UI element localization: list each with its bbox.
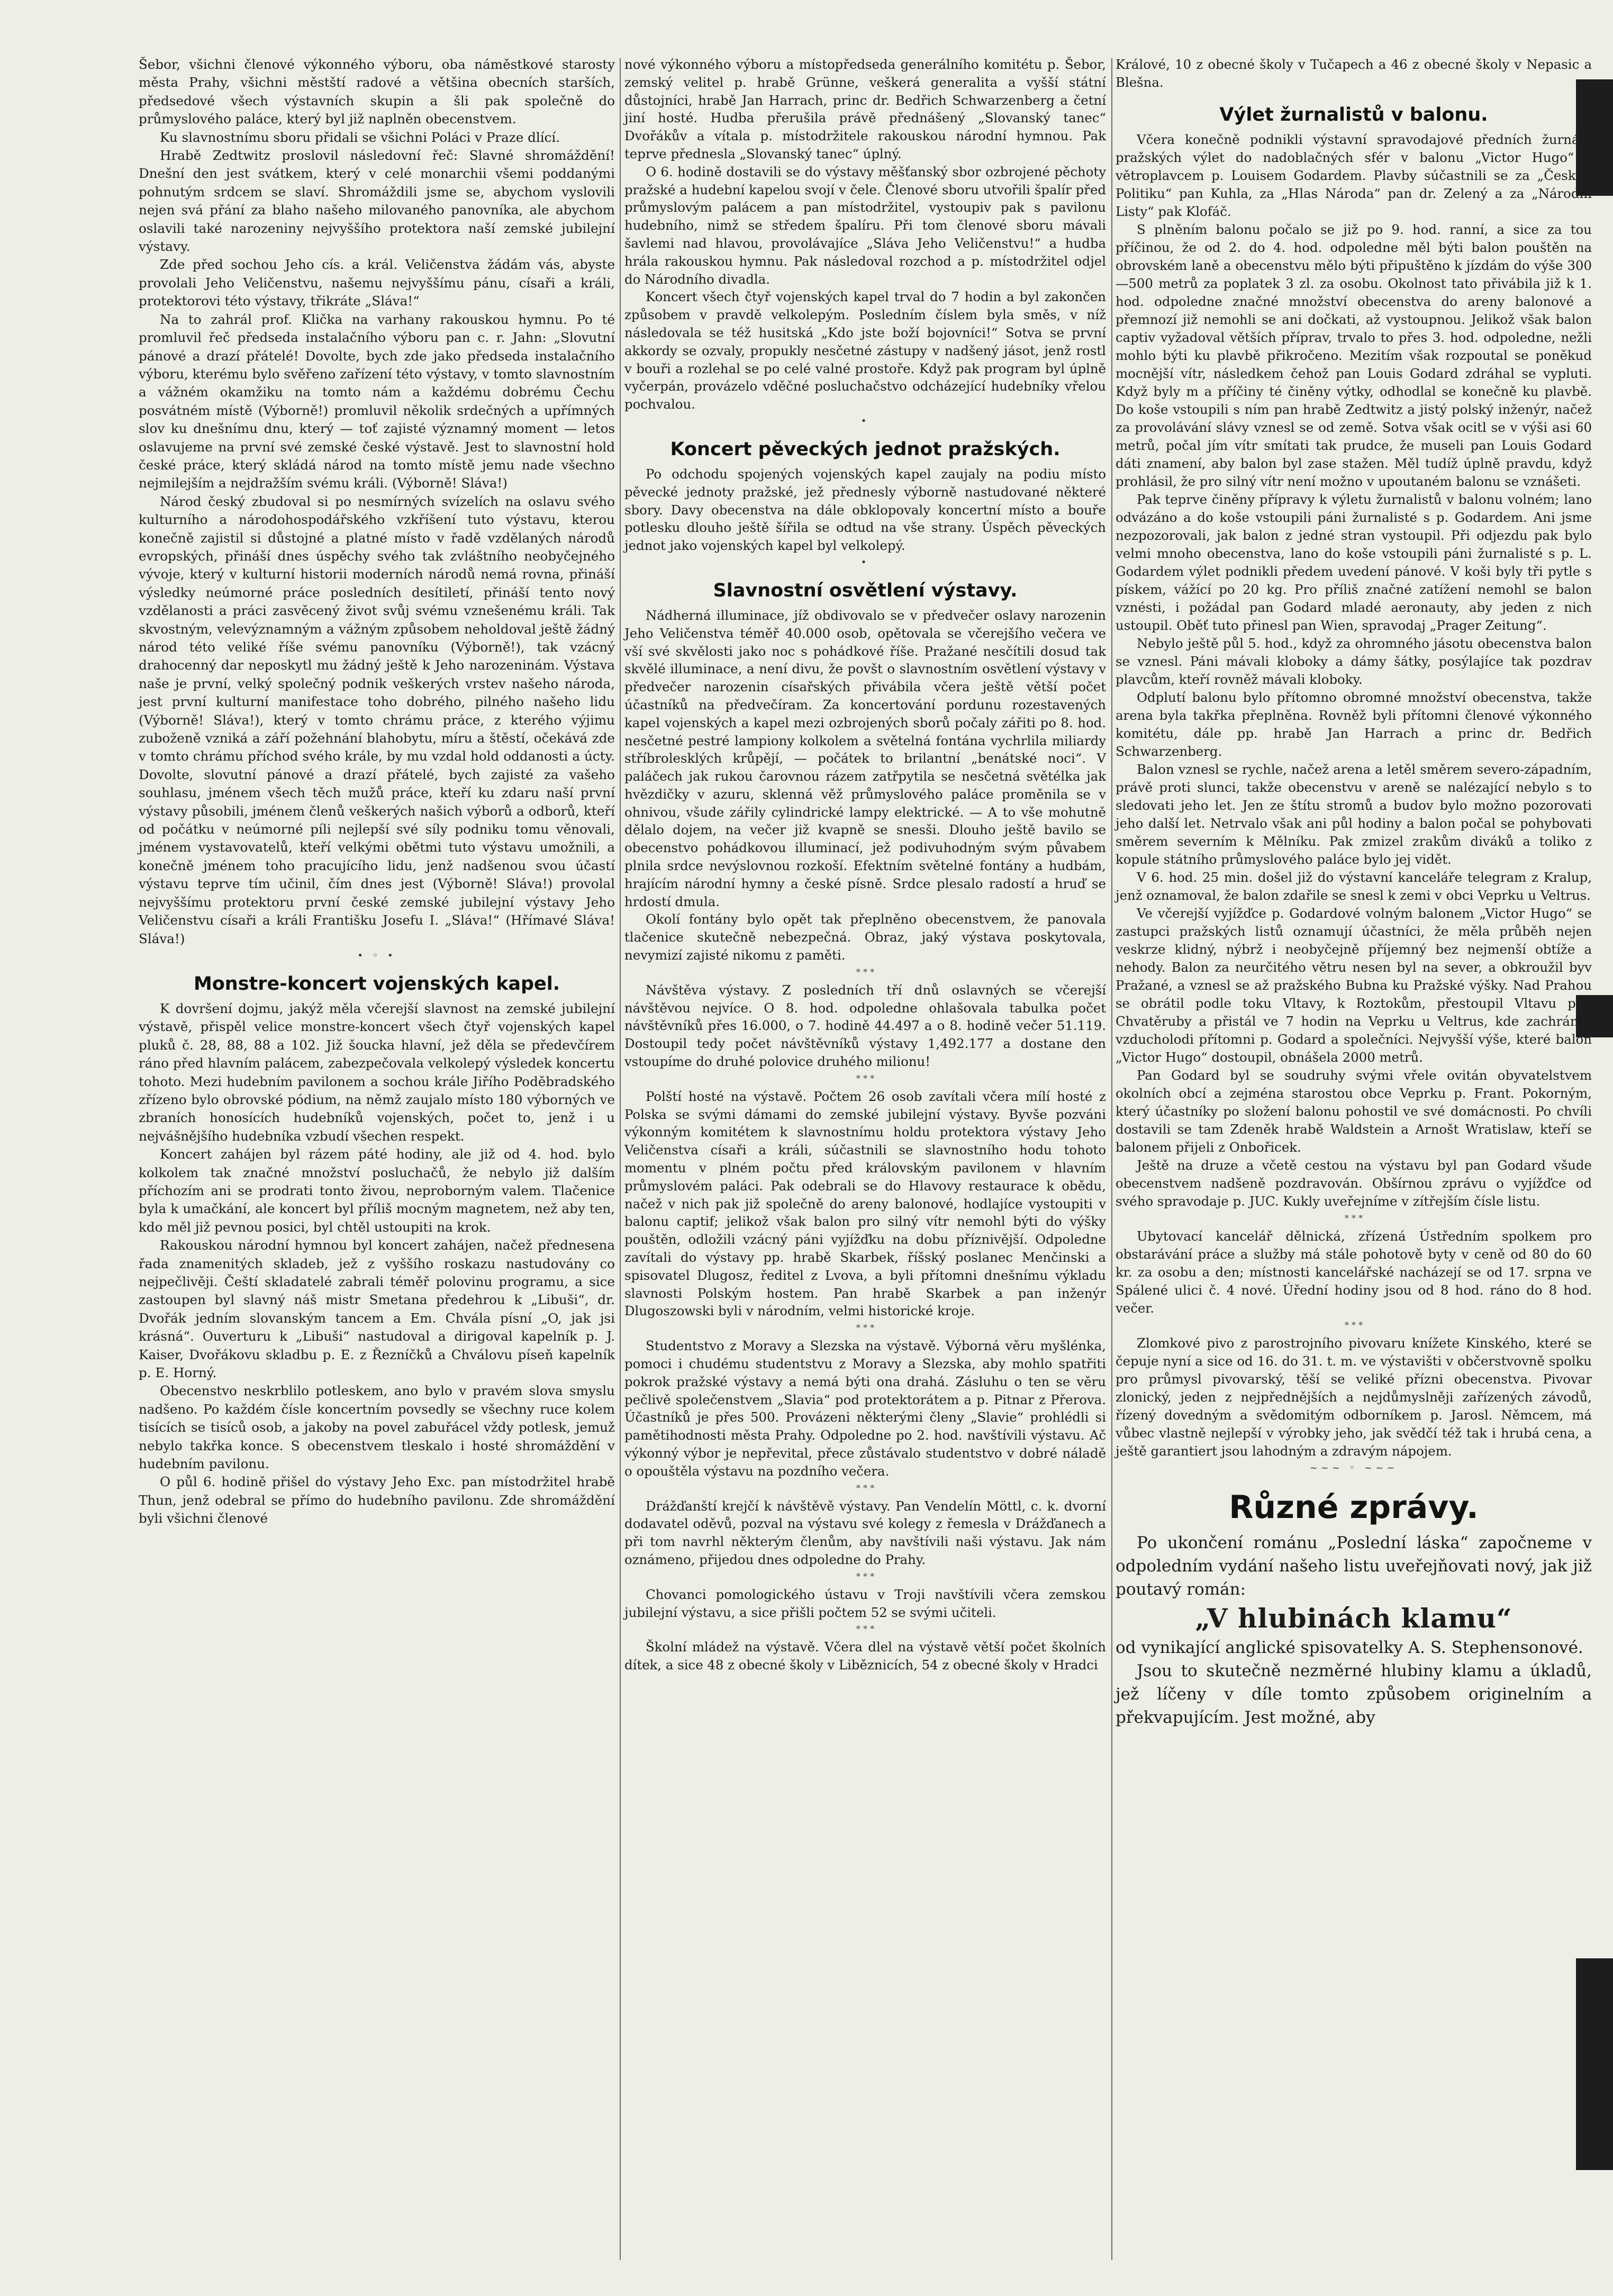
section-heading: Výlet žurnalistů v balonu. bbox=[1219, 104, 1488, 125]
section-heading: Slavnostní osvětlení výstavy. bbox=[713, 580, 1018, 601]
paragraph: Pan Godard byl se soudruhy svými vřele ovitán obyvatelstvem okolních obcí a zejména starostou obce Veprku p. Frant. Pokorným, který účastníky po složení balonu pohostil ve své domácnosti. Po chvíli dostavili se tam Zdeněk hrabě Waldstein a Arnošt Wratislaw, kteří se balonem přijeli z Onbořicek. bbox=[1116, 1068, 1592, 1155]
paragraph: Balon vznesl se rychle, načež arena a letěl směrem severo-západním, právě proti slunci, takže obecenstvu v areně se nalézající nebylo s to sledovati jeho let. Jen ze štítu stromů a budov bylo možno pozorovati jeho další let. Netrvalo však ani půl hodiny a balon počal se pohybovati směrem severním k Mělníku. Pak zmizel zrakům diváků a toliko z kopule státního průmyslového paláce bylo jej vidět. bbox=[1116, 762, 1592, 867]
column-divider-1 bbox=[620, 58, 621, 2260]
item-divider: * * * bbox=[856, 966, 875, 977]
item-divider: * * * bbox=[856, 1323, 875, 1333]
news-item: Polští hosté na výstavě. Počtem 26 osob zavítali včera mílí hosté z Polska se svými dámami do zemské jubilejní výstavy. Byvše pozváni výkonným komitétem k slavnostnímu holdu protektora výstavy Jeho Veličenstva císaři a králi, súčastnili se slavnostního hodu tohoto momentu v plném počtu před královským pavilonem v hlavním průmyslovém paláci. Pak odebrali se do Hlavovy restaurace k obědu, načež v nich pak již společně do areny balonové, hodlajíce vystoupiti v balonu captif; jelikož však balon pro silný vítr nemohl býti do výšky pouštěn, odložili vzácný páni vyjížďku na dobu příznivější. Odpoledne zavítali do výstavy pp. hrabě Skarbek, říšský poslanec Menčinski a spisovatel Dlugosz, ředitel z Lvova, a byli přítomni dnešnímu výkladu slavnosti Polským hostem. Pan hrabě Skarbek a pan inženýr Dlugoszowski byli v národním, velmi historické kroje. bbox=[624, 1088, 1106, 1319]
section-heading: Různé zprávy. bbox=[1229, 1489, 1479, 1526]
paragraph: Po odchodu spojených vojenských kapel zaujaly na podiu místo pěvecké jednoty pražské, jež přednesly výborně nastudované některé sbory. Davy obecenstva na dále obklopovaly koncertní místo a bouře potlesku dlouho ještě šířila se odtud na vše strany. Úspěch pěveckých jednot jako vojenských kapel byl velkolepý. bbox=[624, 466, 1106, 554]
news-item: Zlomkové pivo z parostrojního pivovaru knížete Kinského, které se čepuje nyní a sice od 16. do 31. t. m. ve výstavišti v občerstvovně spolku pro průmysl pivovarský, těší se veliké přízni obecenstva. Pivovar zlonický, jeden z nejpřednějších a nejdůmyslněji zařízených závodů, řízený dovedným a svědomitým odborníkem p. Jarosl. Němcem, má vůbec vlastně nejlepší v výrobky jeho, jak svědčí též tak i hrubá cena, a ještě garantiert jsou lahodným a zdravým nápojem. bbox=[1116, 1335, 1592, 1459]
paragraph: nové výkonného výboru a místopředseda generálního komitétu p. Šebor, zemský velitel p. hrabě Grünne, veškerá generalita a vyšší státní důstojníci, hrabě Jan Harrach, princ dr. Bedřich Schwarzenberg a četní jiní hosté. Hudba přerušila právě přednášený „Slovanský tanec“ Dvořákův a vítala p. místodržitele rakouskou národní hymnou. Pak teprve přednesla „Slovanský tanec“ úplný. bbox=[624, 57, 1106, 161]
paragraph: Šebor, všichni členové výkonného výboru, oba náměstkové starosty města Prahy, všichni městští radové a většina obecních starších, předsedové všech výstavních skupin a šli pak společně do průmyslového paláce, který byl již naplněn obecenstvem. bbox=[139, 57, 615, 127]
paragraph: Rakouskou národní hymnou byl koncert zahájen, načež přednesena řada znamenitých skladeb, jež z vyššího roskazu nastudovány co nejpečlivěji. Čeští skladatelé zabrali téměř polovinu programu, a sice zastoupen byl slavný náš mistr Smetana předehrou k „Libuši“, dr. Dvořák jedním slovanským tancem a Em. Chvála písní „O, jak jsi krásná“. Ouverturu k „Libuši“ nastudoval a dirigoval kapelník p. J. Kaiser, Dvořákovu skladbu p. E. z Řezníčků a Chválovu píseň kapelník p. E. Horný. bbox=[139, 1237, 615, 1381]
section-divider: ~~~ ◦ ~~~ bbox=[1309, 1462, 1398, 1474]
news-item: Návštěva výstavy. Z posledních tří dnů oslavných se včerejší návštěvou nejvíce. O 8. hod. odpoledne ohlašovala tabulka počet návštěvníků přes 16.000, o 7. hodině 44.497 a o 8. hodině večer 51.119. Dostoupil tedy počet návštěvníků výstavy 1,492.177 a dostane den vstoupíme do druhé polovice druhého milionu! bbox=[624, 982, 1106, 1070]
item-divider: * * * bbox=[856, 1073, 875, 1083]
novel-title: „V hlubinách klamu“ bbox=[1195, 1603, 1512, 1634]
item-divider: * * * bbox=[856, 1571, 875, 1581]
item-divider: * * * bbox=[1344, 1213, 1363, 1223]
paragraph: O půl 6. hodině přišel do výstavy Jeho Exc. pan místodržitel hrabě Thun, jenž odebral se přímo do hudebního pavilonu. Zde shromáždění byli všichni členové bbox=[139, 1474, 615, 1526]
paragraph: Okolí fontány bylo opět tak přeplněno obecenstvem, že panovala tlačenice skutečně nebezpečná. Obraz, jaký výstava poskytovala, nevymizí zajisté nikomu z paměti. bbox=[624, 911, 1106, 963]
paragraph: Králové, 10 z obecné školy v Tučapech a 46 z obecné školy v Nepasic a Blešna. bbox=[1116, 57, 1592, 90]
paragraph: od vynikající anglické spisovatelky A. S. Stephensonové. bbox=[1116, 1638, 1583, 1657]
column-right bbox=[1116, 56, 1592, 1729]
column-divider-2 bbox=[1111, 58, 1112, 2260]
paragraph: Včera konečně podnikli výstavní spravodajové předních žurnálů pražských výlet do nadoblačných sfér v balonu „Victor Hugo“ s větroplavcem p. Louisem Godardem. Plavby súčastnili se za „Českou Politiku“ pan Kuhla, za „Hlas Národa“ pan dr. Zelený a za „Národní Listy“ pak Klofáč. bbox=[1116, 132, 1592, 219]
news-item: Studentstvo z Moravy a Slezska na výstavě. Výborná věru myšlénka, pomoci i chudému studentstvu z Moravy a Slezska, aby mohlo spatřiti pokrok pražské výstavy a nemá býti ona drahá. Zásluhu o ten se věru pečlivě společenstvem „Slavia“ pod protektorátem a p. Pitnar z Přerova. Účastníků je přes 500. Provázeni některými členy „Slavie“ prohlédli si pamětihodnosti města Prahy. Odpoledne po 2. hod. navštívili výstavu. Ač výkonný výbor je nepřevital, přece zůstávalo studentstvo v dobré náladě o opouštěla výstavu na pozdního večera. bbox=[624, 1338, 1106, 1479]
paragraph: S plněním balonu počalo se již po 9. hod. ranní, a sice za tou příčinou, že od 2. do 4. hod. odpoledne měl býti balon pouštěn na obrovském laně a obecenstvu mělo býti připuštěno k jízdám do výše 300—500 metrů za poplatek 3 zl. za osobu. Okolnost tato přivábila již k 1. hod. odpoledne značné množství obecenstva do areny balonové a přemnozí již nemohli se ani dočkati, až vystoupnou. Jelikož však balon captiv vyžadoval větších příprav, trvalo to přes 3. hod. odpoledne, nežli mohlo býti ku plavbě přikročeno. Mezitím však rozpoutal se poněkud mocnější vítr, následkem čehož pan Louis Godard zdráhal se vypluti. Když byly m a příčiny té činěny výtky, odhodlal se konečně ku plavbě. Do koše vstoupili s ním pan hrabě Zedtwitz a jistý polský inženýr, načež za provolávání slávy vznesl se od země. Sotva však ocitl se v výši asi 60 metrů, počal jím vítr smítati tak prudce, že museli pan Louis Godard dáti znamení, aby balon byl zase stažen. Měl tudíž úplně pravdu, když prohlásil, že pro silný vítr není možno v upoutaném balonu se vznášeti. bbox=[1116, 222, 1592, 489]
column-middle bbox=[624, 56, 1106, 1674]
paragraph: Nádherná illuminace, jíž obdivovalo se v předvečer oslavy narozenin Jeho Veličenstva téměř 40.000 osob, opětovala se včerejšího večera ve vší své skvělosti jako noc s pohádkové říše. Pražané nesčítili dosud tak skvělé illuminace, a není divu, že povšt o slavnostním osvětlení výstavy v předvečer narozenin císařských přivábila včera ještě větší počet účastníků na předvečíram. Za koncertování pordunu rozestavených kapel vojenských a kapel mezi ozbrojených sborů počaly zářiti po 8. hod. nesčetné pestré lampiony kolkolem a světelná fontána vychrlila miliardy stříbrolesklých krůpějí, — počátek to brilantní „benátské noci“. V paláčech jak rukou čarovnou rázem zatřpytila se nesčetná světélka jak hvězdičky v azuru, sklenná věž průmyslového paláce proměnila se v ohnivou, všude zářily cylindrické lampy elektrické. — A to vše mohutně dělalo dojem, na večer již kvapně se snesši. Dlouho ještě bavilo se obecenstvo pohádkovou illuminací, jež podivuhodným svým půvabem plnila srdce nevýslovnou rozkoší. Efektním světelné fontány a hudbám, hrajícím národní hymny a české písně. Srdce plesalo radostí a hruď se hrdostí dmula. bbox=[624, 607, 1106, 909]
paragraph: Nebylo ještě půl 5. hod., když za ohromného jásotu obecenstva balon se vznesl. Páni mávali kloboky a dámy šátky, posýlajíce tak pozdrav plavcům, kteří rovněž mávali kloboky. bbox=[1116, 636, 1592, 687]
paragraph: Po ukončení románu „Poslední láska“ započneme v odpoledním vydání našeho listu uveřejňovati nový, jak již poutavý román: bbox=[1116, 1533, 1592, 1599]
section-divider: • bbox=[860, 415, 870, 427]
paragraph: Ještě na druze a včetě cestou na výstavu byl pan Godard všude obecenstvem nadšeně pozdravován. Obšírnou zprávu o vyjížďce od svého spravodaje p. JUC. Kukly uveřejníme v zítřejším čísle listu. bbox=[1116, 1158, 1592, 1209]
paragraph: Koncert zahájen byl rázem páté hodiny, ale již od 4. hod. bylo kolkolem tak značné množství posluchačů, že nebylo již dalším příchozím ani se prodrati tonto živou, neproborným valem. Tlačenice byla k umačkání, ale koncert byl příliš mocným magnetem, než aby ten, kdo měl již pevnou posici, byl chtěl ustoupiti na krok. bbox=[139, 1146, 615, 1235]
paragraph: Zde před sochou Jeho cís. a král. Veličenstva žádám vás, abyste provolali Jeho Veličenstvu, našemu nejvyššímu pánu, císaři a králi, protektorovi této výstavy, třikráte „Sláva!“ bbox=[139, 257, 615, 309]
paragraph: Jsou to skutečně nezměrné hlubiny klamu a úkladů, jež líčeny v díle tomto způsobem originelním a překvapujícím. Jest možné, aby bbox=[1116, 1661, 1592, 1727]
paragraph: Obecenstvo neskrblilo potleskem, ano bylo v pravém slova smyslu nadšeno. Po každém čísle koncertním povsedly se všechny ruce kolem tisících se tisíců osob, a jakoby na povel zabuřácel vždy potlesk, jemuž nebylo takřka konce. S obecenstvem tleskalo i hosté shromáždění v hudebním pavilonu. bbox=[139, 1383, 615, 1472]
edge-mark-bottom bbox=[1576, 1958, 1613, 2170]
section-divider: • ◦ • bbox=[357, 950, 396, 961]
paragraph: Národ český zbudoval si po nesmírných svízelích na oslavu svého kulturního a národohospodářského vzkříšení tuto výstavu, kterou konečně zajistil si důstojné a platné místo v řadě vzdělaných národů evropských, přináší dnes úspěchy svého tak zvláštního neobyčejného vývoje, který v kulturní historii moderních národů nemá rovna, přináší výsledky neúmorné práce posledních desítiletí, přináší tento nový vzdělanosti a práci zasvěcený život svůj svému vznešenému králi. Tak skvostným, velevýznamným a vážným způsobem neholdoval ještě žádný národ této veliké říše svému panovníku (Výborně!), tak vzácný drahocenný dar neposkytl mu žádný ještě k Jeho narozeninám. Výstava naše je první, velký společný podnik veškerých vrstev našeho národa, jest první kulturní manifestace toho dobrého, pilného našeho lidu (Výborně! Sláva!), který v tomto chrámu práce, z kterého výjimu zuboženě vzniká a září požehnání blahobytu, míru a štěstí, očekává zde v tomto chrámu příchod svého krále, by mu vzdal hold oddanosti a úcty. Dovolte, slovutní pánové a drazí přátelé, bych zajisté za vašeho souhlasu, jménem všech těch mužů práce, kteří ku zdaru naší první výstavy působili, jménem členů veškerých našich výborů a odborů, kteří od počátku v neúmorné píli nejlepší své síly podniku tomu věnovali, jménem vystavovatelů, kteří velkými obětmi tuto výstavu umožnili, a konečně jménem toho pracujícího lidu, jenž nadšenou svou účastí výstavu teprve tím učinil, čím dnes jest (Výborně! Sláva!) provolal nejvyššímu protektoru první české zemské jubilejní výstavy Jeho Veličenstvu císaři a králi Františku Josefu I. „Sláva!“ (Hřímavé Sláva! Sláva!) bbox=[139, 493, 615, 946]
paragraph: Ve včerejší vyjížďce p. Godardové volným balonem „Victor Hugo“ se zastupci pražských listů oznamují účastníci, že měla průběh nejen veskrze klidný, nýbrž i neobyčejně příjemný bez nejmenší obtíže a nehody. Balon za neurčitého větru nesen byl na sever, a obkroužil byv Pražané, a vznesl se až pražského Bubna ku Pražské výšky. Nad Prahou se obrátil podle toku Vltavy, k Roztokům, přestoupil Vltavu pod Chvatěruby a přistál ve 7 hodin na Veprku u Veltrus, kde zachrániti vzducholodi přítomni p. Godard a společníci. Nejvyšší výše, které balon „Victor Hugo“ dostoupil, obnášela 2000 metrů. bbox=[1116, 906, 1592, 1065]
item-divider: * * * bbox=[856, 1483, 875, 1493]
paragraph: Koncert všech čtyř vojenských kapel trval do 7 hodin a byl zakončen způsobem v pravdě velkolepým. Posledním číslem byla směs, v níž následovala se též husitská „Kdo jste boží bojovníci!“ Sotva se první akkordy se ozvaly, propukly nesčetné zástupy v nadšený jásot, jenž rostl v bouři a rozlehal se po celé valné prostoře. Když pak program byl úplně vyčerpán, provázelo vděčné posluchačstvo odcházející hudebníky vřelou pochvalou. bbox=[624, 289, 1106, 412]
paragraph: K dovršení dojmu, jakýž měla včerejší slavnost na zemské jubilejní výstavě, přispěl velice monstre-koncert všech čtyř vojenských kapel pluků č. 28, 88, 88 a 102. Již šoucka hlavní, jež děla se předevčírem ráno před hlavním palácem, zabezpečovala velkolepý výsledek koncertu tohoto. Mezi hudebním pavilonem a sochou krále Jiřího Poděbradského zřízeno bylo obrovské pódium, na němž zaujalo místo 180 výborných ve zbraních honosících hudebníků vojenských, počet to, jenž i u nejvášnějšího hudebníka vzbudí všechen respekt. bbox=[139, 1000, 615, 1144]
news-item: Drážďanští krejčí k návštěvě výstavy. Pan Vendelín Möttl, c. k. dvorní dodavatel oděvů, pozval na výstavu své kolegy z řemesla v Drážďanech a při tom navrhl některým členům, aby navštívili naši výstavu. Jak nám oznámeno, přijedou dnes odpoledne do Prahy. bbox=[624, 1498, 1106, 1567]
section-heading: Koncert pěveckých jednot pražských. bbox=[670, 438, 1061, 460]
item-divider: * * * bbox=[1344, 1320, 1363, 1330]
news-item: Ubytovací kancelář dělnická, zřízená Ústředním spolkem pro obstarávání práce a služby má stále pohotově byty v ceně od 80 do 60 kr. za osobu a den; místnosti kancelářské nacházejí se od 17. srpna ve Spálené ulici č. 4 nové. Úřední hodiny jsou od 8 hod. ráno do 8 hod. večer. bbox=[1116, 1228, 1592, 1316]
news-item: Chovanci pomologického ústavu v Troji navštívili včera zemskou jubilejní výstavu, a sice přišli počtem 52 se svými učiteli. bbox=[624, 1586, 1106, 1620]
paragraph: Hrabě Zedtwitz proslovil následovní řeč: Slavné shromáždění! Dnešní den jest svátkem, který v celé monarchii všemi poddanými pohnutým srdcem se slaví. Shromáždili jsme se, abychom vyslovili nejen svá přání za blaho našeho milovaného panovníka, ale abychom oslavili také narozeniny nejvyššího protektora naší zemské jubilejní výstavy. bbox=[139, 148, 615, 255]
section-divider: • bbox=[860, 556, 870, 568]
item-divider: * * * bbox=[856, 1624, 875, 1634]
news-item: Školní mládež na výstavě. Včera dlel na výstavě větší počet školních dítek, a sice 48 z obecné školy v Liběznicích, 54 z obecné školy v Hradci bbox=[624, 1639, 1106, 1673]
section-heading: Monstre-koncert vojenských kapel. bbox=[193, 973, 560, 995]
paragraph: Ku slavnostnímu sboru přidali se všichni Poláci v Praze dlící. bbox=[160, 129, 560, 145]
paragraph: Na to zahrál prof. Klička na varhany rakouskou hymnu. Po té promluvil řeč předseda instalačního výboru pan c. r. Jahn: „Slovutní pánové a drazí přátelé! Dovolte, bych zde jako předseda instalačního výboru, kterému bylo svěřeno zařízení této výstavy, v tomto slavnostním a vážném okamžiku na tomto nám a každému dobrému Čechu posvátném místě (Výborně!) promluvil několik srdečných a upřímných slov ku dnešnímu dnu, který — toť zajisté významný moment — letos oslavujeme na první své zemské české výstavě. Jest to slavnostní hold české práce, který skládá národ na tomto místě jemu nade všechno nejmilejším a nejdražším svému králi. (Výborně! Sláva!) bbox=[139, 311, 615, 491]
paragraph: V 6. hod. 25 min. došel již do výstavní kanceláře telegram z Kralup, jenž oznamoval, že balon zdařile se snesl k zemi v obci Veprku u Veltrus. bbox=[1116, 870, 1592, 903]
paragraph: Odplutí balonu bylo přítomno obromné množství obecenstva, takže arena byla takřka přeplněna. Rovněž byli přítomni členové výkonného komitétu, dále pp. hrabě Jan Harrach a princ dr. Bedřich Schwarzenberg. bbox=[1116, 690, 1592, 759]
paragraph: O 6. hodině dostavili se do výstavy měšťanský sbor ozbrojené pěchoty pražské a hudební kapelou svojí v čele. Členové sboru utvořili špalír před průmyslovým palácem a pan místodržitel, vystoupiv pak s pavilonu hudebního, nimž se středem špalíru. Při tom členové sboru mávali šavlemi nad hlavou, provolávajíce „Sláva Jeho Veličenstvu!“ a hudba hrála rakouskou hymnu. Pak následoval rozchod a p. místodržitel odjel do Národního divadla. bbox=[624, 164, 1106, 287]
column-left bbox=[139, 56, 615, 1528]
paragraph: Pak teprve činěny přípravy k výletu žurnalistů v balonu volném; lano odvázáno a do koše vstoupili páni žurnalisté s p. Godardem. Ani jsme nezpozorovali, jak balon z jedné stran vystoupil. Při odjezdu pak bylo velmi mnoho obecenstva, lano do koše vstoupili páni žurnalisté s p. L. Godardem výlet podnikli předem uvedení pánové. V koši byly tři pytle s pískem, vážící po 20 kg. Pro příliš značné zatížení nemohl se balon vznésti, i požádal pan Godard mladé aeronauty, aby jeden z nich ustoupil. Oběť tuto přinesl pan Wien, spravodaj „Prager Zeitung“. bbox=[1116, 492, 1592, 633]
